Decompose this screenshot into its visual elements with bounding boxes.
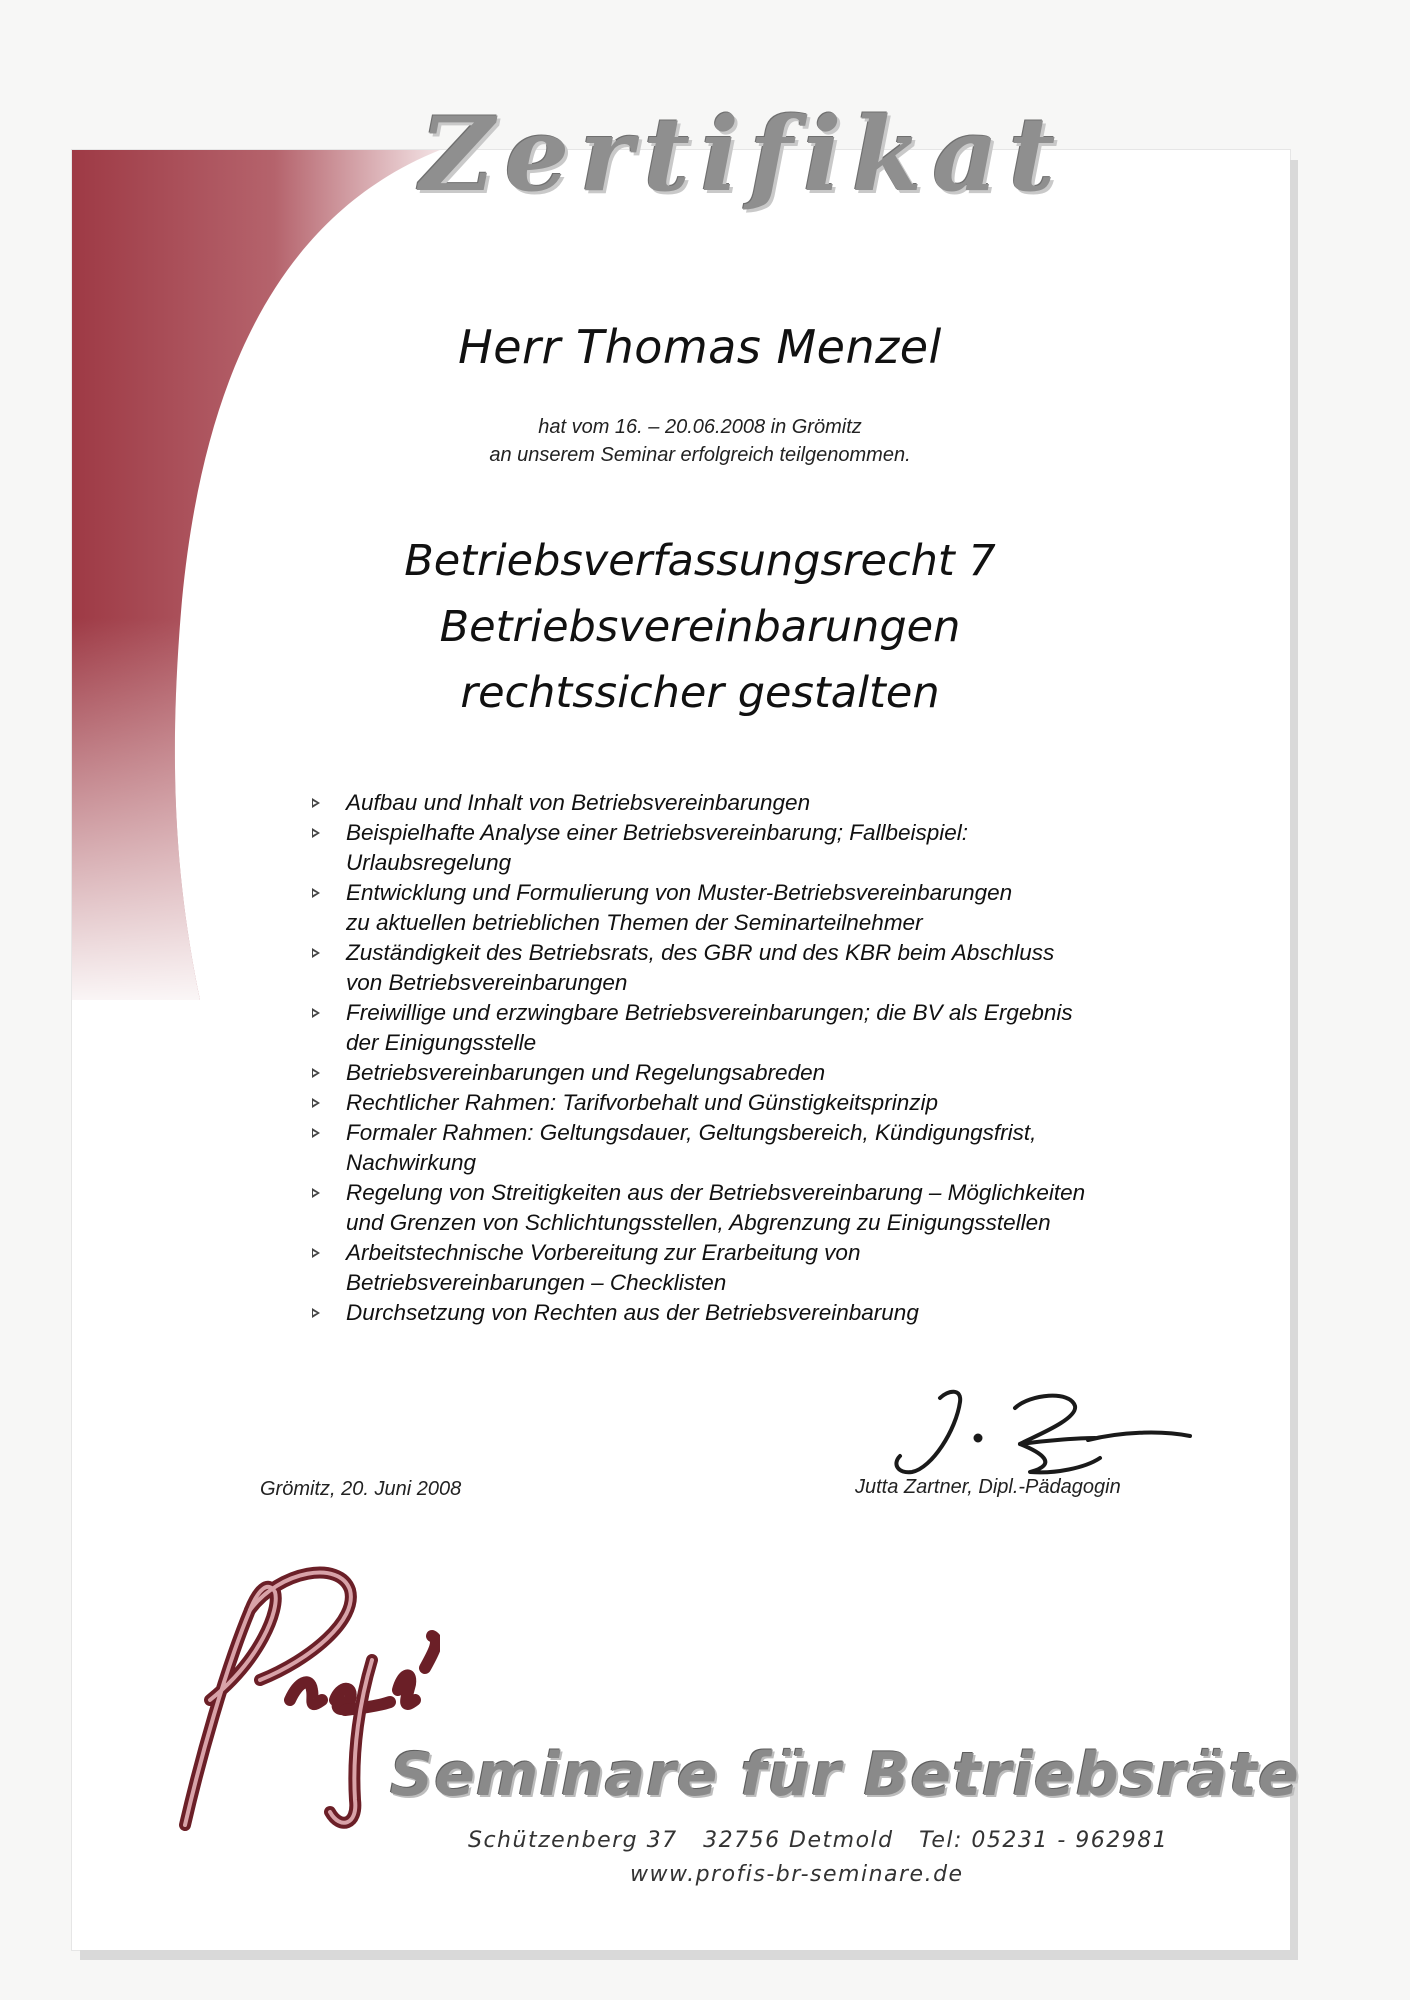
topic-line: Arbeitstechnische Vorbereitung zur Erarbeitung von bbox=[346, 1240, 861, 1265]
certificate-title: Zertifikat bbox=[420, 95, 1066, 215]
triangle-bullet-icon bbox=[312, 1308, 320, 1318]
topic-line: Rechtlicher Rahmen: Tarifvorbehalt und Günstigkeitsprinzip bbox=[346, 1090, 938, 1115]
topic-line: Entwicklung und Formulierung von Muster-Betriebsvereinbarungen bbox=[346, 880, 1013, 905]
topic-line: Betriebsvereinbarungen und Regelungsabreden bbox=[346, 1060, 826, 1085]
triangle-bullet-icon bbox=[312, 888, 320, 898]
triangle-bullet-icon bbox=[312, 1188, 320, 1198]
topic-line: Betriebsvereinbarungen – Checklisten bbox=[346, 1270, 727, 1295]
recipient-name: Herr Thomas Menzel bbox=[458, 320, 942, 374]
topic-item bbox=[300, 878, 1150, 938]
topic-line: Freiwillige und erzwingbare Betriebsvereinbarungen; die BV als Ergebnis bbox=[346, 1000, 1073, 1025]
seminar-title-line-2: Betriebsvereinbarungen bbox=[439, 602, 961, 652]
signer-name: Jutta Zartner, Dipl.-Pädagogin bbox=[855, 1476, 1121, 1498]
organization-tagline: Seminare für Betriebsräte bbox=[390, 1740, 1300, 1810]
topic-line: Aufbau und Inhalt von Betriebsvereinbarungen bbox=[346, 790, 811, 815]
topic-line: Urlaubsregelung bbox=[346, 850, 512, 875]
topic-item bbox=[300, 818, 1150, 878]
topic-item bbox=[300, 938, 1150, 998]
organization-website: www.profis-br-seminare.de bbox=[630, 1862, 964, 1887]
topic-item bbox=[300, 1118, 1150, 1178]
topic-line: von Betriebsvereinbarungen bbox=[346, 970, 628, 995]
topic-line: Beispielhafte Analyse einer Betriebsvereinbarung; Fallbeispiel: bbox=[346, 820, 969, 845]
handwritten-signature bbox=[870, 1380, 1200, 1490]
topic-item bbox=[300, 1088, 1150, 1118]
topic-line: und Grenzen von Schlichtungsstellen, Abgrenzung zu Einigungsstellen bbox=[346, 1210, 1051, 1235]
topic-item bbox=[300, 998, 1150, 1058]
topic-line: Zuständigkeit des Betriebsrats, des GBR und des KBR beim Abschluss bbox=[346, 940, 1055, 965]
topic-item bbox=[300, 1238, 1150, 1298]
triangle-bullet-icon bbox=[312, 1098, 320, 1108]
topic-line: Durchsetzung von Rechten aus der Betriebsvereinbarung bbox=[346, 1300, 919, 1325]
topic-line: Regelung von Streitigkeiten aus der Betriebsvereinbarung – Möglichkeiten bbox=[346, 1180, 1086, 1205]
topic-line: Formaler Rahmen: Geltungsdauer, Geltungsbereich, Kündigungsfrist, bbox=[346, 1120, 1037, 1145]
triangle-bullet-icon bbox=[312, 1128, 320, 1138]
topic-line: der Einigungsstelle bbox=[346, 1030, 537, 1055]
triangle-bullet-icon bbox=[312, 1008, 320, 1018]
seminar-title-line-1: Betriebsverfassungsrecht 7 bbox=[404, 536, 996, 586]
topic-item bbox=[300, 1298, 1150, 1328]
topic-item bbox=[300, 1178, 1150, 1238]
triangle-bullet-icon bbox=[312, 828, 320, 838]
triangle-bullet-icon bbox=[312, 798, 320, 808]
topic-line: zu aktuellen betrieblichen Themen der Seminarteilnehmer bbox=[346, 910, 923, 935]
attendance-line-2: an unserem Seminar erfolgreich teilgenommen. bbox=[489, 444, 911, 466]
triangle-bullet-icon bbox=[312, 948, 320, 958]
place-and-date: Grömitz, 20. Juni 2008 bbox=[260, 1478, 462, 1500]
attendance-line-1: hat vom 16. – 20.06.2008 in Grömitz bbox=[538, 416, 862, 438]
triangle-bullet-icon bbox=[312, 1248, 320, 1258]
topic-list bbox=[300, 788, 1150, 1328]
topic-line: Nachwirkung bbox=[346, 1150, 477, 1175]
organization-contact: Schützenberg 37 32756 Detmold Tel: 05231 - 962981 bbox=[468, 1828, 1169, 1853]
triangle-bullet-icon bbox=[312, 1068, 320, 1078]
topic-item bbox=[300, 1058, 1150, 1088]
topic-item bbox=[300, 788, 1150, 818]
seminar-title-line-3: rechtssicher gestalten bbox=[460, 668, 940, 718]
